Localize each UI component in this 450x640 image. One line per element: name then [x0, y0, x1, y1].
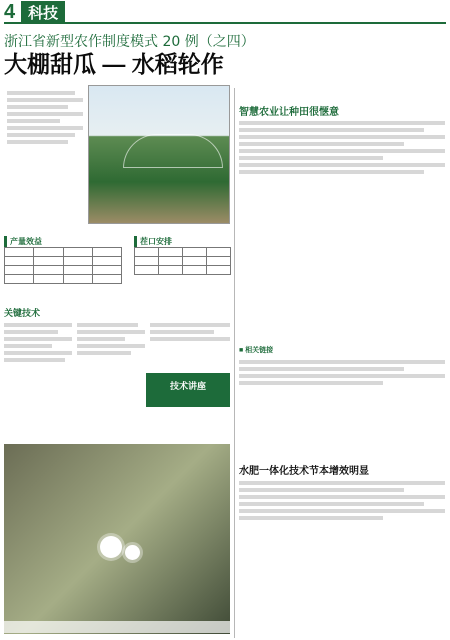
text-line	[150, 330, 214, 334]
text-line	[239, 481, 445, 485]
page-header	[4, 2, 446, 24]
white-flower-cluster	[125, 545, 140, 560]
schedule-cell	[207, 266, 231, 275]
text-line	[150, 337, 230, 341]
schedule-box-title: 茬口安排	[134, 236, 172, 247]
text-line	[4, 337, 72, 341]
output-cell	[63, 266, 92, 275]
text-line	[7, 140, 68, 144]
text-line	[77, 330, 145, 334]
text-line	[239, 149, 445, 153]
text-line	[239, 381, 383, 385]
output-cell	[5, 266, 34, 275]
schedule-table-header	[159, 248, 183, 257]
story-title-fertigation: 水肥一体化技术节本增效明显	[239, 466, 369, 477]
text-line	[239, 495, 445, 499]
text-line	[239, 488, 404, 492]
technology-lecture-title: 技术讲座	[169, 381, 206, 391]
text-line	[239, 142, 404, 146]
schedule-cell	[135, 257, 159, 266]
text-line	[4, 330, 58, 334]
schedule-table-header	[183, 248, 207, 257]
text-line	[239, 163, 445, 167]
text-line	[77, 337, 125, 341]
main-headline: 大棚甜瓜 — 水稻轮作	[4, 51, 224, 77]
schedule-cell	[159, 266, 183, 275]
schedule-cell	[207, 257, 231, 266]
lead-paragraph	[7, 88, 83, 147]
schedule-cell	[183, 266, 207, 275]
output-box-title: 产量效益	[4, 236, 42, 247]
story-body-fertigation	[239, 478, 445, 634]
schedule-table-header	[135, 248, 159, 257]
text-line	[239, 374, 445, 378]
subheadline: 浙江省新型农作制度模式 20 例（之四）	[4, 34, 255, 50]
section-label: 科技	[21, 1, 65, 24]
text-line	[239, 135, 445, 139]
output-table	[4, 247, 122, 284]
text-line	[7, 126, 83, 130]
schedule-cell	[159, 257, 183, 266]
text-line	[239, 170, 424, 174]
output-table-header	[5, 248, 34, 257]
output-cell	[5, 275, 34, 284]
text-line	[7, 112, 83, 116]
text-line	[4, 358, 65, 362]
text-line	[239, 128, 424, 132]
output-cell	[92, 257, 121, 266]
page-number: 4	[4, 0, 16, 23]
greenhouse-photo	[88, 85, 230, 224]
text-line	[77, 344, 145, 348]
text-line	[239, 502, 424, 506]
output-cell	[92, 275, 121, 284]
output-cell	[34, 266, 63, 275]
farmer-greenhouse-photo	[4, 444, 230, 634]
output-table-header	[92, 248, 121, 257]
related-links-body	[239, 357, 445, 453]
white-flower-cluster	[100, 536, 122, 558]
text-line	[77, 351, 131, 355]
text-line	[7, 91, 75, 95]
text-line	[239, 509, 445, 513]
text-line	[77, 323, 138, 327]
key-technology-column-1	[4, 320, 72, 436]
output-cell	[63, 275, 92, 284]
text-line	[7, 98, 83, 102]
text-line	[4, 351, 72, 355]
text-line	[4, 323, 72, 327]
technology-lecture-box	[146, 373, 230, 407]
related-links-title: ■ 相关链接	[239, 347, 274, 354]
schedule-cell	[135, 266, 159, 275]
output-cell	[34, 257, 63, 266]
text-line	[150, 323, 230, 327]
key-technology-column-2	[77, 320, 145, 436]
schedule-table	[134, 247, 231, 275]
key-technology-title: 关键技术	[4, 308, 41, 318]
output-cell	[92, 266, 121, 275]
text-line	[239, 156, 383, 160]
key-technology-column-3	[150, 320, 230, 370]
output-cell	[34, 275, 63, 284]
column-divider	[234, 88, 235, 638]
schedule-cell	[183, 257, 207, 266]
text-line	[7, 105, 68, 109]
output-cell	[5, 257, 34, 266]
output-cell	[63, 257, 92, 266]
text-line	[7, 133, 75, 137]
schedule-table-header	[207, 248, 231, 257]
text-line	[239, 367, 404, 371]
text-line	[239, 516, 383, 520]
output-table-header	[34, 248, 63, 257]
text-line	[7, 119, 60, 123]
photo-caption	[4, 621, 230, 633]
story-title-smart-agriculture: 智慧农业让种田很惬意	[239, 107, 339, 118]
text-line	[239, 360, 445, 364]
text-line	[239, 121, 445, 125]
output-table-header	[63, 248, 92, 257]
text-line	[4, 344, 52, 348]
story-body-smart-agriculture	[239, 118, 445, 338]
